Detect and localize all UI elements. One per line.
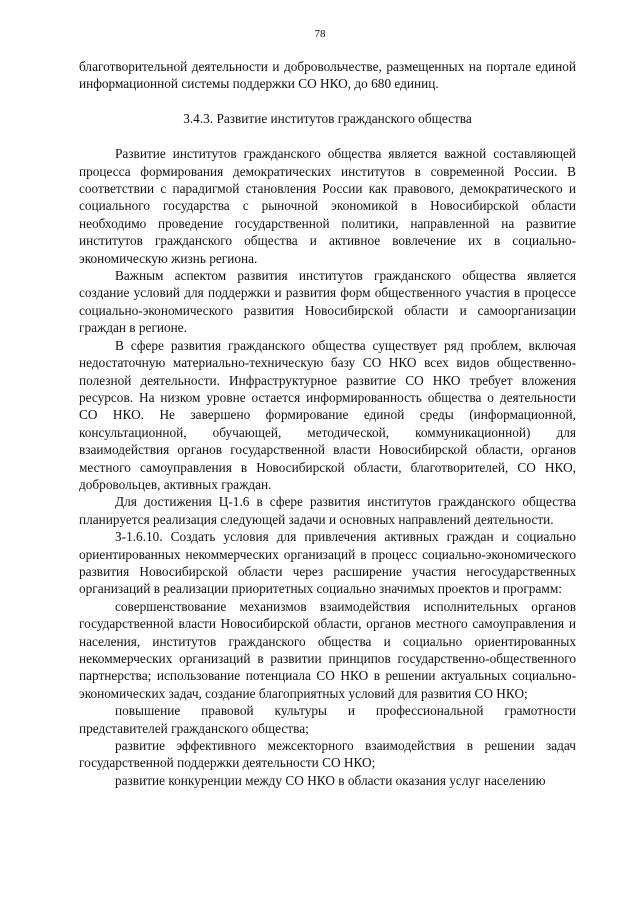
paragraph-goal-c16: Для достижения Ц-1.6 в сфере развития институтов гражданского общества планируется реализация следующей задачи и основных направлений деятельности. [79,494,576,527]
paragraph-public-participation: Важным аспектом развития институтов гражданского общества является создание условий для поддержки и развития форм общественного участия в процессе социально-экономического развития Новосибирской области и самоорганизации граждан в регионе. [79,268,576,336]
paragraph-problems: В сфере развития гражданского общества существует ряд проблем, включая недостаточную материально-техническую базу СО НКО всех видов общественно-полезной деятельности. Инфраструктурное развитие СО НКО требует вложения ресурсов. На низком уровне остается информированность общества о деятельности СО НКО. Не завершено формирование единой среды (информационной, консультационной, обучающей, методической, коммуникационной) для взаимодействия органов государственной власти Новосибирской области, органов местного самоуправления в Новосибирской области, благотворителей, СО НКО, добровольцев, активных граждан. [79,337,576,492]
list-item-legal-culture: повышение правовой культуры и профессиональной грамотности представителей гражданского общества; [79,703,576,736]
list-item-intersectoral-interaction: развитие эффективного межсекторного взаимодействия в решении задач государственной поддержки деятельности СО НКО; [79,738,576,771]
paragraph-task-z1610: З-1.6.10. Создать условия для привлечения активных граждан и социально ориентированных некоммерческих организаций в процесс социально-экономического развития Новосибирской области через расширение участия негосударственных организаций в реализации приоритетных социально значимых проектов и программ: [79,529,576,597]
document-body [79,58,576,789]
page-number: 78 [314,28,326,40]
list-item-interaction-mechanisms: совершенствование механизмов взаимодействия исполнительных органов государственной власти Новосибирской области, органов местного самоуправления и населения, институтов гражданского общества и социально ориентированных некоммерческих организаций в развитии принципов государственно-общественного партнерства; использование потенциала СО НКО в решении актуальных социально-экономических задач, создание благоприятных условий для развития СО НКО; [79,598,576,701]
list-item-competition: развитие конкуренции между СО НКО в области оказания услуг населению [115,772,546,788]
section-heading: 3.4.3. Развитие институтов гражданского общества [183,110,472,126]
intro-paragraph: благотворительной деятельности и добровольчестве, размещенных на портале единой информационной системы поддержки СО НКО, до 680 единиц. [79,59,576,92]
paragraph-civil-society-development: Развитие институтов гражданского общества является важной составляющей процесса формирования демократических институтов в современной России. В соответствии с парадигмой становления России как правового, демократического и социального государства с рыночной экономикой в Новосибирской области необходимо проведение государственной политики, направленной на развитие институтов гражданского общества и активное вовлечение их в социально-экономическую жизнь региона. [79,146,576,266]
